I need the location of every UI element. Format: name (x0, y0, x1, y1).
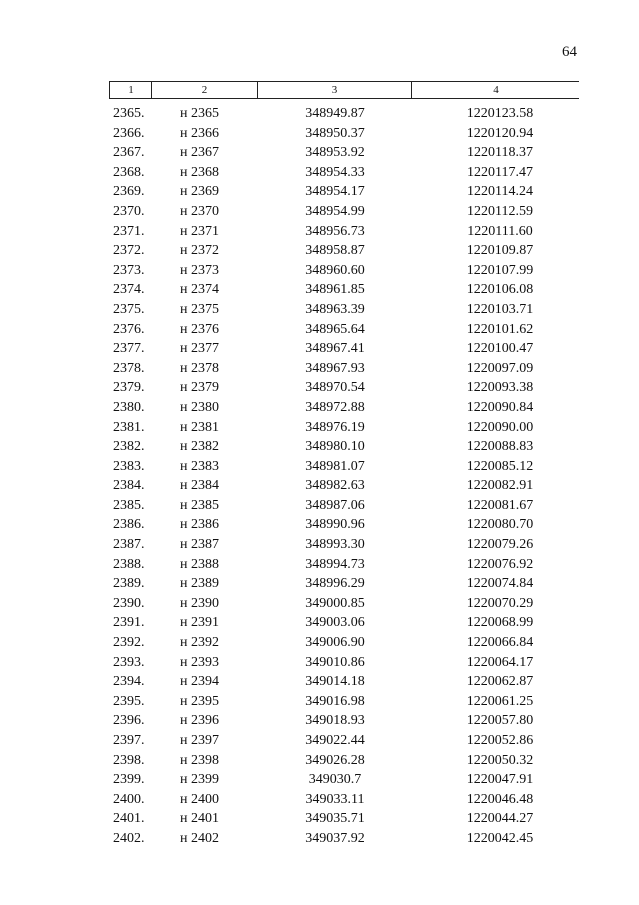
table-cell-col-2: н 2397 (180, 733, 219, 748)
table-cell-col-1: 2393. (113, 654, 145, 670)
table-cell-col-4: 1220109.87 (466, 243, 534, 259)
table-cell-col-3: 349030.7 (308, 772, 362, 788)
table-cell-col-2: н 2401 (180, 811, 219, 827)
table-row (0, 222, 639, 242)
table-cell-col-2: н 2372 (180, 243, 219, 259)
table-cell-col-4: 1220082.91 (466, 478, 534, 494)
table-cell-col-2: н 2375 (180, 301, 219, 317)
table-cell-col-2: н 2394 (180, 674, 219, 690)
table-cell-col-4: 1220123.58 (466, 106, 534, 121)
header-cell-3: 3 (257, 82, 411, 98)
table-cell-col-4: 1220101.62 (466, 321, 534, 337)
header-cell-2: 2 (151, 82, 257, 98)
table-cell-col-2: н 2369 (180, 184, 219, 200)
table-row (0, 496, 639, 516)
table-row (0, 613, 639, 633)
table-cell-col-1: 2373. (113, 262, 145, 278)
table-cell-col-1: 2374. (113, 282, 145, 298)
table-cell-col-1: 2372. (113, 243, 145, 259)
table-cell-col-1: 2390. (113, 595, 145, 611)
table-cell-col-1: 2385. (113, 497, 145, 513)
table-cell-col-3: 348967.41 (305, 341, 365, 357)
table-cell-col-3: 348981.07 (305, 458, 365, 474)
table-row (0, 339, 639, 359)
table-cell-col-4: 1220050.32 (466, 752, 534, 768)
table-cell-col-2: н 2398 (180, 752, 219, 768)
table-cell-col-4: 1220046.48 (466, 791, 534, 807)
table-row (0, 457, 639, 477)
table-cell-col-2: н 2384 (180, 478, 219, 494)
table-cell-col-2: н 2395 (180, 693, 219, 709)
table-cell-col-4: 1220120.94 (466, 125, 534, 141)
table-cell-col-3: 348990.96 (305, 517, 365, 533)
table-cell-col-3: 348967.93 (305, 360, 365, 376)
table-cell-col-2: н 2381 (180, 419, 219, 435)
table-row (0, 692, 639, 712)
table-cell-col-3: 349000.85 (305, 595, 365, 611)
table-cell-col-3: 348953.92 (305, 145, 365, 161)
table-row (0, 829, 639, 849)
table-cell-col-1: 2400. (113, 791, 145, 807)
table-cell-col-1: 2384. (113, 478, 145, 494)
table-row (0, 633, 639, 653)
table-row (0, 476, 639, 496)
page-number: 64 (562, 44, 577, 60)
table-cell-col-2: н 2371 (180, 223, 219, 239)
table-cell-col-2: н 2385 (180, 497, 219, 513)
table-cell-col-3: 348976.19 (305, 419, 365, 435)
table-row (0, 437, 639, 457)
table-cell-col-1: 2395. (113, 693, 145, 709)
table-cell-col-2: н 2380 (180, 399, 219, 415)
table-cell-col-4: 1220118.37 (467, 145, 533, 161)
table-row (0, 535, 639, 555)
table-cell-col-4: 1220064.17 (466, 654, 534, 670)
header-cell-4: 4 (411, 82, 580, 98)
table-cell-col-2: н 2367 (180, 145, 219, 161)
table-row (0, 790, 639, 810)
table-cell-col-2: н 2379 (180, 380, 219, 396)
table-cell-col-1: 2366. (113, 125, 145, 141)
table-cell-col-2: н 2392 (180, 635, 219, 651)
table-row (0, 261, 639, 281)
table-cell-col-4: 1220066.84 (466, 635, 534, 651)
table-cell-col-4: 1220085.12 (466, 458, 534, 474)
table-cell-col-1: 2383. (113, 458, 145, 474)
table-row (0, 653, 639, 673)
table-row (0, 182, 639, 202)
table-cell-col-4: 1220057.80 (466, 713, 534, 729)
table-cell-col-2: н 2390 (180, 595, 219, 611)
table-row (0, 359, 639, 379)
table-cell-col-3: 348961.85 (305, 282, 365, 298)
table-cell-col-1: 2397. (113, 733, 145, 748)
table-cell-col-3: 348949.87 (305, 106, 365, 121)
table-cell-col-2: н 2389 (180, 576, 219, 592)
table-cell-col-3: 348970.54 (305, 380, 365, 396)
table-cell-col-1: 2365. (113, 106, 145, 121)
table-cell-col-4: 1220052.86 (466, 733, 534, 748)
table-cell-col-2: н 2382 (180, 439, 219, 455)
table-cell-col-1: 2375. (113, 301, 145, 317)
table-cell-col-3: 348980.10 (305, 439, 365, 455)
table-cell-col-4: 1220090.00 (466, 419, 534, 435)
table-row (0, 320, 639, 340)
table-cell-col-4: 1220103.71 (466, 301, 534, 317)
table-cell-col-3: 348982.63 (305, 478, 365, 494)
table-cell-col-3: 349022.44 (305, 733, 365, 748)
table-cell-col-4: 1220107.99 (466, 262, 534, 278)
table-cell-col-3: 348950.37 (305, 125, 365, 141)
table-cell-col-1: 2368. (113, 164, 145, 180)
table-cell-col-3: 348954.17 (305, 184, 365, 200)
table-cell-col-1: 2402. (113, 830, 145, 846)
table-cell-col-1: 2396. (113, 713, 145, 729)
table-row (0, 809, 639, 829)
table-cell-col-3: 348963.39 (305, 301, 365, 317)
table-cell-col-3: 349035.71 (305, 811, 365, 827)
table-cell-col-1: 2377. (113, 341, 145, 357)
table-row (0, 398, 639, 418)
table-cell-col-1: 2387. (113, 537, 145, 553)
table-row (0, 300, 639, 320)
table-cell-col-2: н 2383 (180, 458, 219, 474)
table-cell-col-1: 2386. (113, 517, 145, 533)
table-cell-col-1: 2394. (113, 674, 145, 690)
table-cell-col-3: 349018.93 (305, 713, 365, 729)
table-cell-col-4: 1220117.47 (467, 164, 533, 180)
table-cell-col-3: 348987.06 (305, 497, 365, 513)
table-cell-col-1: 2380. (113, 399, 145, 415)
table-row (0, 731, 639, 751)
table-cell-col-1: 2392. (113, 635, 145, 651)
table-cell-col-4: 1220106.08 (466, 282, 534, 298)
table-cell-col-1: 2382. (113, 439, 145, 455)
table-cell-col-1: 2376. (113, 321, 145, 337)
table-cell-col-2: н 2373 (180, 262, 219, 278)
table-cell-col-3: 348993.30 (305, 537, 365, 553)
table-cell-col-3: 349033.11 (305, 791, 365, 807)
table-cell-col-3: 348972.88 (305, 399, 365, 415)
table-cell-col-2: н 2374 (180, 282, 219, 298)
table-cell-col-2: н 2387 (180, 537, 219, 553)
table-cell-col-1: 2371. (113, 223, 145, 239)
table-row (0, 378, 639, 398)
table-row (0, 418, 639, 438)
table-cell-col-1: 2389. (113, 576, 145, 592)
table-cell-col-4: 1220111.60 (467, 223, 533, 239)
table-cell-col-3: 349010.86 (305, 654, 365, 670)
header-cell-1: 1 (109, 82, 152, 98)
table-cell-col-2: н 2396 (180, 713, 219, 729)
table-cell-col-2: н 2399 (180, 772, 219, 788)
table-cell-col-2: н 2377 (180, 341, 219, 357)
table-row (0, 770, 639, 790)
table-cell-col-2: н 2386 (180, 517, 219, 533)
table-cell-col-4: 1220047.91 (466, 772, 534, 788)
table-cell-col-3: 349026.28 (305, 752, 365, 768)
table-cell-col-1: 2401. (113, 811, 145, 827)
table-cell-col-4: 1220093.38 (466, 380, 534, 396)
table-cell-col-4: 1220061.25 (466, 693, 534, 709)
table-cell-col-4: 1220080.70 (466, 517, 534, 533)
table-cell-col-3: 348960.60 (305, 262, 365, 278)
table-cell-col-4: 1220079.26 (466, 537, 534, 553)
table-cell-col-4: 1220076.92 (466, 556, 534, 572)
table-cell-col-3: 348956.73 (305, 223, 365, 239)
table-cell-col-3: 348958.87 (305, 243, 365, 259)
table-cell-col-2: н 2368 (180, 164, 219, 180)
table-cell-col-1: 2381. (113, 419, 145, 435)
table-cell-col-4: 1220097.09 (466, 360, 534, 376)
table-cell-col-4: 1220090.84 (466, 399, 534, 415)
table-row (0, 143, 639, 163)
table-cell-col-2: н 2402 (180, 830, 219, 846)
table-row (0, 163, 639, 183)
table-row (0, 202, 639, 222)
table-cell-col-1: 2370. (113, 203, 145, 219)
table-cell-col-3: 348954.99 (305, 203, 365, 219)
table-cell-col-4: 1220074.84 (466, 576, 534, 592)
table-cell-col-3: 348994.73 (305, 556, 365, 572)
table-cell-col-2: н 2370 (180, 203, 219, 219)
table-cell-col-3: 348954.33 (305, 164, 365, 180)
table-cell-col-4: 1220044.27 (466, 811, 534, 827)
table-row (0, 280, 639, 300)
table-cell-col-2: н 2388 (180, 556, 219, 572)
table-cell-col-4: 1220062.87 (466, 674, 534, 690)
table-header (109, 81, 579, 99)
table-row (0, 241, 639, 261)
table-cell-col-4: 1220114.24 (467, 184, 533, 200)
table-cell-col-3: 349037.92 (305, 830, 365, 846)
table-cell-col-1: 2379. (113, 380, 145, 396)
table-cell-col-2: н 2366 (180, 125, 219, 141)
table-cell-col-2: н 2391 (180, 615, 219, 631)
table-body (0, 104, 639, 849)
table-cell-col-1: 2399. (113, 772, 145, 788)
table-cell-col-2: н 2365 (180, 106, 219, 121)
table-cell-col-1: 2378. (113, 360, 145, 376)
table-row (0, 124, 639, 144)
table-cell-col-1: 2369. (113, 184, 145, 200)
table-cell-col-1: 2391. (113, 615, 145, 631)
table-cell-col-1: 2388. (113, 556, 145, 572)
table-row (0, 594, 639, 614)
table-cell-col-2: н 2393 (180, 654, 219, 670)
table-row (0, 515, 639, 535)
table-cell-col-2: н 2376 (180, 321, 219, 337)
table-row (0, 574, 639, 594)
table-cell-col-2: н 2378 (180, 360, 219, 376)
table-cell-col-3: 348996.29 (305, 576, 365, 592)
table-row (0, 672, 639, 692)
table-cell-col-3: 348965.64 (305, 321, 365, 337)
table-cell-col-4: 1220100.47 (466, 341, 534, 357)
table-cell-col-4: 1220070.29 (466, 595, 534, 611)
table-cell-col-3: 349016.98 (305, 693, 365, 709)
table-cell-col-3: 349006.90 (305, 635, 365, 651)
table-row (0, 555, 639, 575)
table-cell-col-3: 349003.06 (305, 615, 365, 631)
table-row (0, 104, 639, 124)
table-cell-col-4: 1220042.45 (466, 830, 534, 846)
table-row (0, 711, 639, 731)
table-cell-col-1: 2398. (113, 752, 145, 768)
table-cell-col-3: 349014.18 (305, 674, 365, 690)
table-cell-col-4: 1220112.59 (467, 203, 533, 219)
table-cell-col-2: н 2400 (180, 791, 219, 807)
table-cell-col-4: 1220081.67 (466, 497, 534, 513)
table-row (0, 751, 639, 771)
table-cell-col-4: 1220068.99 (466, 615, 534, 631)
table-cell-col-1: 2367. (113, 145, 145, 161)
table-cell-col-4: 1220088.83 (466, 439, 534, 455)
